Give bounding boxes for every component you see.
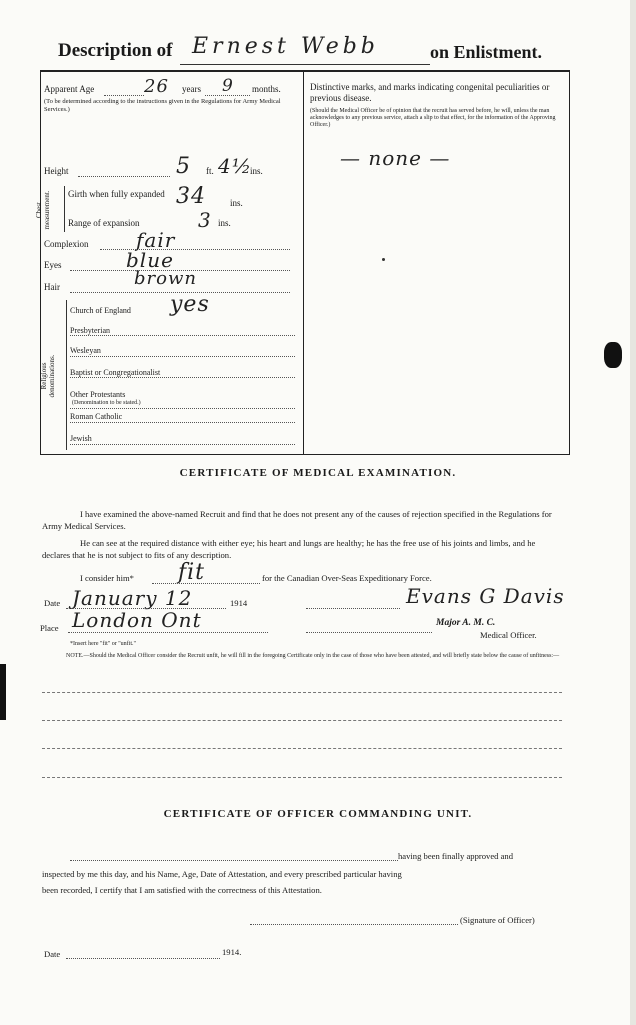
presbyterian-label: Presbyterian [70,326,110,335]
months-label: months. [252,84,281,94]
denomination-note: (Denomination to be stated.) [72,400,141,406]
ft-label: ft. [206,166,214,176]
officer-line3: been recorded, I certify that I am satisfied with the correctness of this Attestation. [42,885,322,895]
rank-value: Major A. M. C. [436,618,496,628]
years-label: years [182,84,201,94]
officer-year-label: 1914. [222,947,242,957]
medical-title: CERTIFICATE OF MEDICAL EXAMINATION. [179,467,457,479]
height-label: Height [44,166,69,176]
place-label: Place [40,623,59,633]
medical-para2: He can see at the required distance with either eye; his heart and lungs are healthy; he has the free use of his joints and limbs, and he declares that he is not subject to fits of any description. [42,538,536,560]
range-ins-label: ins. [218,218,231,228]
range-value: 3 [198,208,212,232]
header-title: Description of [58,40,173,61]
church-england-label: Church of England [70,306,131,315]
left-edge-mark [0,664,6,720]
header-suffix: on Enlistment. [430,42,543,62]
chest-label: Chest measurement. [35,190,51,230]
marks-note: (Should the Medical Officer be of opinion that the recruit has served before, he will, unless the man acknowledges to any previous service, attach a slip to that effect, for the information of the Approving Officer.) [310,108,556,128]
complexion-label: Complexion [44,239,89,249]
unfit-line-1 [42,692,562,693]
marks-label: Distinctive marks, and marks indicating congenital peculiarities or previous disease. [310,82,550,103]
header-name: Ernest Webb [192,34,379,59]
medical-para1: I have examined the above-named Recruit and find that he does not present any of the causes of rejection specified in the Regulations for Army Medical Services. [42,509,552,531]
girth-label: Girth when fully expanded [68,189,165,199]
hair-label: Hair [44,282,60,292]
eyes-label: Eyes [44,260,62,270]
page-edge-right [630,0,636,1025]
consider-suffix: for the Canadian Over-Seas Expeditionary Force. [262,573,432,583]
years-value: 26 [144,76,169,97]
frame-mid [303,70,304,455]
wesleyan-label: Wesleyan [70,346,101,355]
officer-line2: inspected by me this day, and his Name, Age, Date of Attestation, and every prescribed particular having [42,869,402,879]
baptist-label: Baptist or Congregationalist [70,368,161,377]
jewish-label: Jewish [70,434,92,443]
consider-prefix: I consider him* [80,573,134,583]
other-protestants-label: Other Protestants [70,390,126,399]
height-ft-value: 5 [176,154,191,179]
unfit-line-2 [42,720,562,721]
year-label: 1914 [230,598,248,608]
date-label: Date [44,598,61,608]
hair-value: brown [134,268,197,289]
ink-dot [382,258,385,261]
months-value: 9 [222,76,234,96]
height-in-value: 4½ [218,154,253,178]
eyes-value: blue [126,248,174,272]
roman-catholic-label: Roman Catholic [70,412,123,421]
frame-bottom [40,454,570,455]
complexion-value: fair [136,228,176,252]
age-note: (To be determined according to the instructions given in the Regulations for Army Medical Services.) [44,98,281,113]
unfit-line-4 [42,777,562,778]
range-label: Range of expansion [68,218,140,228]
religious-label: Religious denominations. [40,354,56,398]
medical-note: NOTE.—Should the Medical Officer consider the Recruit unfit, he will fill in the foregoing Certificate only in the case of those who have been attested, and will briefly state below the cause of unfitness:— [66,653,560,659]
consider-value: fit [178,560,206,585]
officer-date-label: Date [44,949,61,959]
header-name-line [180,64,430,65]
church-england-value: yes [170,292,210,317]
girth-value: 34 [176,184,206,209]
signature-of-officer: (Signature of Officer) [460,915,535,925]
signature-value: Evans G Davis [406,584,565,608]
apparent-age-label: Apparent Age [44,84,95,94]
place-value: London Ont [72,608,202,632]
medical-officer-label: Medical Officer. [480,630,537,640]
ink-blot [604,342,622,368]
officer-line1-suffix: having been finally approved and [398,851,514,861]
insert-note: *Insert here "fit" or "unfit." [70,641,136,647]
height-ins-label: ins. [250,166,263,176]
officer-title: CERTIFICATE OF OFFICER COMMANDING UNIT. [163,808,473,820]
girth-ins-label: ins. [230,198,243,208]
frame-right [569,70,570,455]
unfit-line-3 [42,748,562,749]
marks-value: — none — [340,146,451,170]
date-value: January 12 [72,586,193,610]
frame-top [40,70,570,72]
